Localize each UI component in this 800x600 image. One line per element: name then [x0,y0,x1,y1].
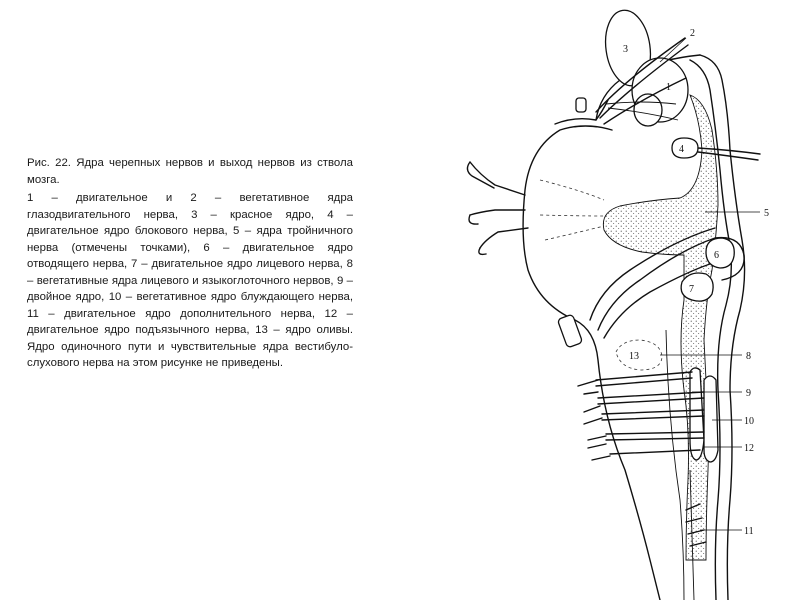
label-10: 10 [744,416,754,427]
label-13: 13 [629,351,639,362]
abducens-nucleus [706,238,734,268]
olive-nucleus [616,340,662,370]
label-2: 2 [690,28,695,39]
oculomotor-root-stub [576,98,586,112]
brainstem-outline-left [523,126,660,600]
trigeminal-path-1 [540,180,604,200]
hypoglossal-nucleus [704,376,718,462]
central-canal [666,330,684,600]
label-11: 11 [744,526,754,537]
trigeminal-path-3 [545,226,604,240]
trochlear-nucleus [672,138,698,158]
label-8: 8 [746,351,751,362]
label-3: 3 [623,44,628,55]
label-4: 4 [679,144,684,155]
label-9: 9 [746,388,751,399]
caption-body: 1 – двигательное и 2 – вегетативное ядра глазодвигательного нерва, 3 – красное ядро, 4 – двигательное ядро блокового нерва, 5 – ядра тройничного нерва (отмечены точками), 6 – двигательное ядро отводящего нерва, 7 – двигательное ядро лицевого нерва, 8 – вегетативные ядра лицевого и языкоглоточного нервов, 9 – двойное ядро, 10 – вегетативное ядро блуждающего нерва, 11 – двигательное ядро дополнительного нерва, 12 – двигательное ядро подъязычного нерва, 13 – ядро оливы. Ядро одиночного пути и чувствительные ядра вестибуло-слухового нерва на этом рисунке не приведены. [27,192,353,369]
trigeminal-root [470,162,528,248]
caption-title: Рис. 22. Ядра черепных нервов и выход нервов из ствола мозга. [27,157,353,186]
label-1: 1 [666,82,671,93]
facial-nerve-exit [557,314,582,348]
oculomotor-sub-oval [634,94,662,126]
label-12: 12 [744,443,754,454]
label-5: 5 [764,208,769,219]
label-6: 6 [714,250,719,261]
label-7: 7 [689,284,694,295]
trigeminal-path-2 [540,215,604,216]
trigeminal-nuclei-shape [603,95,718,560]
facial-motor-nucleus [681,273,713,301]
trigeminal-root-2 [467,162,494,254]
